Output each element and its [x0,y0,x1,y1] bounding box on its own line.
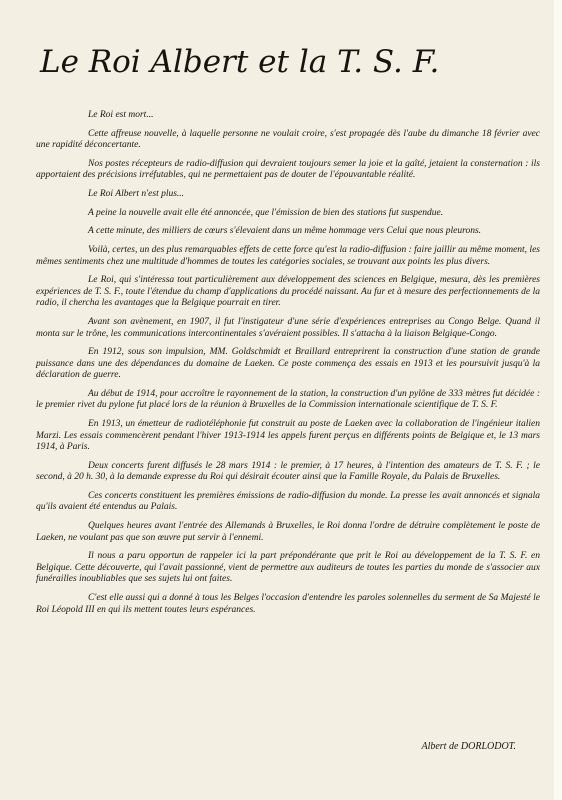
paragraph-12: En 1913, un émetteur de radiotéléphonie fut construit au poste de Laeken avec la collaboration de l'ingénieur italien Marzi. Les essais commencèrent pendant l'hiver 1913-1914 les appels furent perçus en différents points de Belgique et, le 13 mars 1914, à Paris. [36,419,540,453]
paragraph-15: Quelques heures avant l'entrée des Allemands à Bruxelles, le Roi donna l'ordre de détruire complètement le poste de Laeken, ne voulant pas que son œuvre put servir à l'ennemi. [36,521,540,543]
author-signature: Albert de DORLODOT. [421,741,516,752]
paragraph-1: Le Roi est mort... [88,110,154,120]
paragraph-7: Voilà, certes, un des plus remarquables effets de cette force qu'est la radio-diffusion : faire jaillir au même moment, les mêmes sentiments chez une multitude d'hommes de toutes les catégories sociales, se trouvant aux points les plus divers. [36,245,540,267]
paragraph-8: Le Roi, qui s'intéressa tout particulièrement aux développement des sciences en Belgique, mesura, dès les premières expériences de T. S. F., toute l'étendue du champ d'applications du procédé naissant. Au fur et à mesure des perfectionnements de la radio, il chercha les avantages que la Belgique pourrait en tirer. [36,275,540,309]
paragraph-17: C'est elle aussi qui a donné à tous les Belges l'occasion d'entendre les paroles solennelles du serment de Sa Majesté le Roi Léopold III en qui ils mettent toutes leurs espérances. [36,593,540,615]
paragraph-3: Nos postes récepteurs de radio-diffusion qui devraient toujours semer la joie et la gaîté, jetaient la consternation : ils apportaient des précisions irréfutables, qui ne permettaient pas de douter de l'épouvantable réalité. [36,158,540,181]
paragraph-6: A cette minute, des milliers de cœurs s'élevaient dans un même hommage vers Celui que nous pleurons. [88,226,482,237]
paragraph-13: Deux concerts furent diffusés le 28 mars 1914 : le premier, à 17 heures, à l'intention des amateurs de T. S. F. ; le second, à 20 h. 30, à la demande expresse du Roi qui désirait écouter ainsi que la Famille Royale, du Palais de Bruxelles. [36,460,540,483]
paragraph-16: Il nous a paru opportun de rappeler ici la part prépondérante que prit le Roi au développement de la T. S. F. en Belgique. Cette découverte, qui l'avait passionné, vient de permettre aux auditeurs de toutes les parties du monde de s'associer aux funérailles inoubliables que ses sujets lui ont faites. [36,551,540,585]
paragraph-14: Ces concerts constituent les premières émissions de radio-diffusion du monde. La presse les avait annoncés et signala qu'ils avaient été entendus au Palais. [36,490,540,513]
page-edge [554,0,562,800]
paragraph-2: Cette affreuse nouvelle, à laquelle personne ne voulait croire, s'est propagée dès l'aube du dimanche 18 février avec une rapidité déconcertante. [36,128,540,151]
paragraph-10: En 1912, sous son impulsion, MM. Goldschmidt et Braillard entreprirent la construction d'une station de grande puissance dans une des dépendances du domaine de Laeken. Ce poste commença des essais en 1913 et les poursuivit jusqu'à la déclaration de guerre. [36,347,540,381]
paragraph-11: Au début de 1914, pour accroître le rayonnement de la station, la construction d'un pylône de 333 mètres fut décidée : le premier rivet du pylone fut placé lors de la réunion à Bruxelles de la Commission internationale scientifique de T. S. F. [36,388,540,411]
document-title: Le Roi Albert et la T. S. F. [40,44,440,80]
paragraph-5: A peine la nouvelle avait elle été annoncée, que l'émission de bien des stations fut suspendue. [88,207,444,218]
paragraph-9: Avant son avènement, en 1907, il fut l'instigateur d'une série d'expériences entreprises au Congo Belge. Quand il monta sur le trône, les communications intercontinentales s'avéraient possibles. Il s'attacha à la liaison Belgique-Congo. [36,317,540,339]
paragraph-4: Le Roi Albert n'est plus... [88,189,185,200]
article-body [36,110,540,623]
